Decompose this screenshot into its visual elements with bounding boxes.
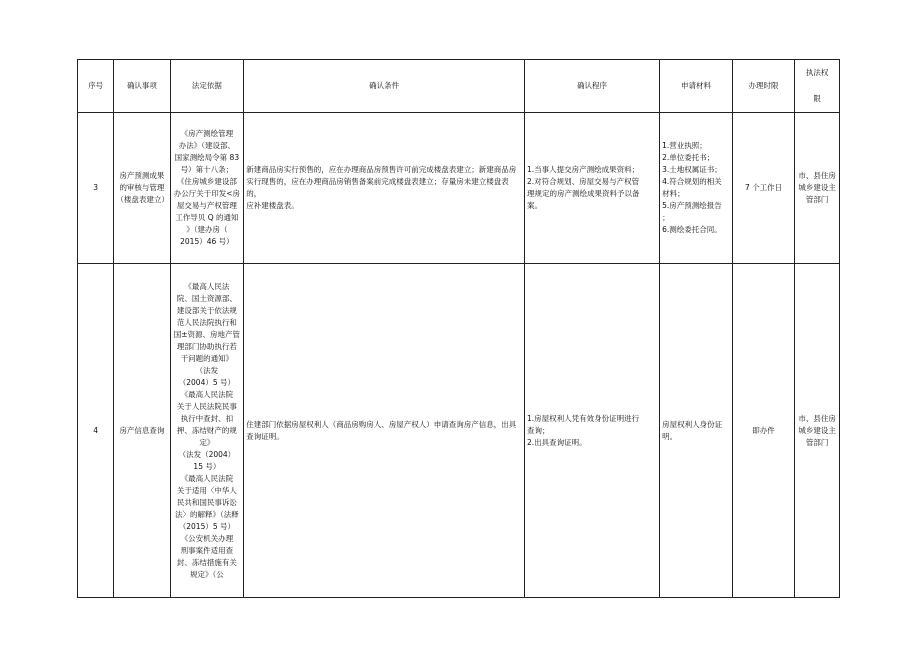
row-confirm-item: 房产预测成果的审核与管理（楼盘表建立） (114, 113, 170, 264)
row-confirm-procedure (524, 264, 659, 598)
row-application-materials (660, 264, 733, 598)
header-confirm-conditions: 确认条件 (244, 60, 525, 113)
basis-line: 建设部关于依法规 (176, 305, 237, 315)
basis-line: 《最高人民法院 (180, 389, 234, 399)
basis-line: 定》 (199, 437, 215, 447)
header-authority-line-2: 限 (813, 94, 821, 103)
basis-line: 屋交易与产权管理 (176, 201, 237, 210)
basis-line: 关于人民法院民事 (176, 401, 237, 411)
basis-line: 办法》（建设部、 (178, 141, 236, 150)
row-time-limit: 7 个工作日 (732, 113, 794, 264)
row-legal-basis (170, 264, 244, 598)
materials-line: 4.符合规划的相关 (662, 177, 722, 186)
basis-line: 《公安机关办理 (180, 533, 234, 543)
row-confirm-procedure (524, 113, 659, 264)
basis-line: 刑事案件适用查 (180, 545, 234, 555)
header-application-materials: 申请材料 (660, 60, 733, 113)
header-confirm-procedure: 确认程序 (524, 60, 659, 113)
materials-line: ； (662, 213, 670, 222)
basis-line: 《住房城乡建设部 (176, 177, 237, 186)
basis-line: 《房产测绘管理 (180, 129, 234, 138)
basis-line: （法发 (195, 365, 219, 375)
header-enforcement-authority (795, 60, 840, 113)
row-application-materials (660, 113, 733, 264)
procedure-line: 2.对符合规划、房屋交易与产权管 (526, 177, 640, 186)
row-time-limit: 即办件 (732, 264, 794, 598)
basis-line: 民共和国民事诉讼 (176, 497, 237, 507)
table-row (78, 113, 840, 264)
row-confirm-item: 房产信息查询 (114, 264, 170, 598)
row-confirm-conditions (244, 264, 525, 598)
conditions-line: 新建商品房实行预售的，应在办理商品房预售许可前完成楼盘表建立；新建商品房 (246, 165, 517, 174)
basis-line: 15 号） (193, 461, 221, 471)
procedure-line: 理规定的房产测绘成果资料予以备 (526, 189, 640, 198)
row-legal-basis (170, 113, 244, 264)
materials-line: 1.营业执照； (662, 141, 707, 150)
basis-line: 法〉的解释》（法释 (175, 509, 239, 519)
authority-line: 市、县住房 (798, 171, 836, 180)
conditions-line: 应补建楼盘表。 (246, 201, 299, 210)
row-enforcement-authority (795, 264, 840, 598)
basis-line: 理部门协助执行若 (176, 341, 237, 351)
authority-line: 市、县住房 (798, 413, 836, 423)
materials-line: 6.测绘委托合同。 (662, 225, 722, 234)
basis-line: 》（建办房（ (186, 225, 228, 234)
basis-line: 关于适用〈中华人 (176, 485, 237, 495)
conditions-line: 查询证明。 (246, 431, 284, 441)
conditions-line: 实行现售的，应在办理商品房销售备案前完成楼盘表建立；存量房未建立楼盘表的， (246, 177, 509, 198)
basis-line: 执行中查封、扣 (180, 413, 234, 423)
basis-line: 国±资源、房地产管 (173, 329, 241, 339)
basis-line: 《最高人民法院 (180, 473, 234, 483)
materials-line: 房屋权利人身份证 (662, 419, 723, 429)
header-row (78, 60, 840, 113)
authority-line: 城乡建设主 (798, 425, 836, 435)
basis-line: 办公厅关于印发<房 (173, 189, 241, 198)
header-authority-line-1: 执法权 (805, 68, 829, 77)
basis-line: （2015）5 号） (178, 521, 236, 531)
procedure-line: 2.出具查询证明。 (526, 437, 587, 447)
materials-line: 5.房产预测绘报告 (662, 201, 722, 210)
basis-line: 2015）46 号） (180, 237, 234, 246)
basis-line: （法发（2004） (178, 449, 236, 459)
procedure-line: 查询； (526, 425, 550, 435)
basis-line: 封、冻结措施有关 (176, 557, 237, 567)
materials-line: 3.土地权属证书； (662, 165, 722, 174)
procedure-line: 1.当事人提交房产测绘成果资料； (526, 165, 640, 174)
basis-line: 规定》（公 (190, 569, 224, 579)
basis-line: 工作导贝 Q 的通知 (175, 213, 239, 222)
materials-line: 2.单位委托书； (662, 153, 715, 162)
materials-line: 明。 (662, 431, 678, 441)
regulation-table (77, 59, 840, 598)
basis-line: 号）第十八条； (180, 165, 234, 174)
row-enforcement-authority (795, 113, 840, 264)
basis-line: 国家测绘局令第 83 (174, 153, 240, 162)
row-confirm-conditions (244, 113, 525, 264)
basis-line: 押、冻结财产的规 (176, 425, 237, 435)
basis-line: 《最高人民法 (184, 281, 230, 291)
basis-line: （2004）5 号） (178, 377, 236, 387)
procedure-line: 1.房屋权利人凭有效身份证明进行 (526, 413, 640, 423)
procedure-line: 案。 (526, 201, 542, 210)
authority-line: 管部门 (805, 437, 829, 447)
row-serial-no: 3 (78, 113, 114, 264)
header-legal-basis: 法定依据 (170, 60, 244, 113)
basis-line: 院、国土资源部、 (176, 293, 237, 303)
row-serial-no: 4 (78, 264, 114, 598)
basis-line: 干问题的通知》 (180, 353, 234, 363)
authority-line: 管部门 (805, 195, 829, 204)
materials-line: 材料； (662, 189, 685, 198)
conditions-line: 住建部门依据房屋权利人（商品房购房人、房屋产权人）申请查询房产信息，出具 (246, 419, 517, 429)
basis-line: 范人民法院执行和 (176, 317, 237, 327)
header-confirm-item: 确认事项 (114, 60, 170, 113)
authority-line: 城乡建设主 (798, 183, 836, 192)
header-serial-no: 序号 (78, 60, 114, 113)
table-row (78, 264, 840, 598)
header-time-limit: 办理时限 (732, 60, 794, 113)
